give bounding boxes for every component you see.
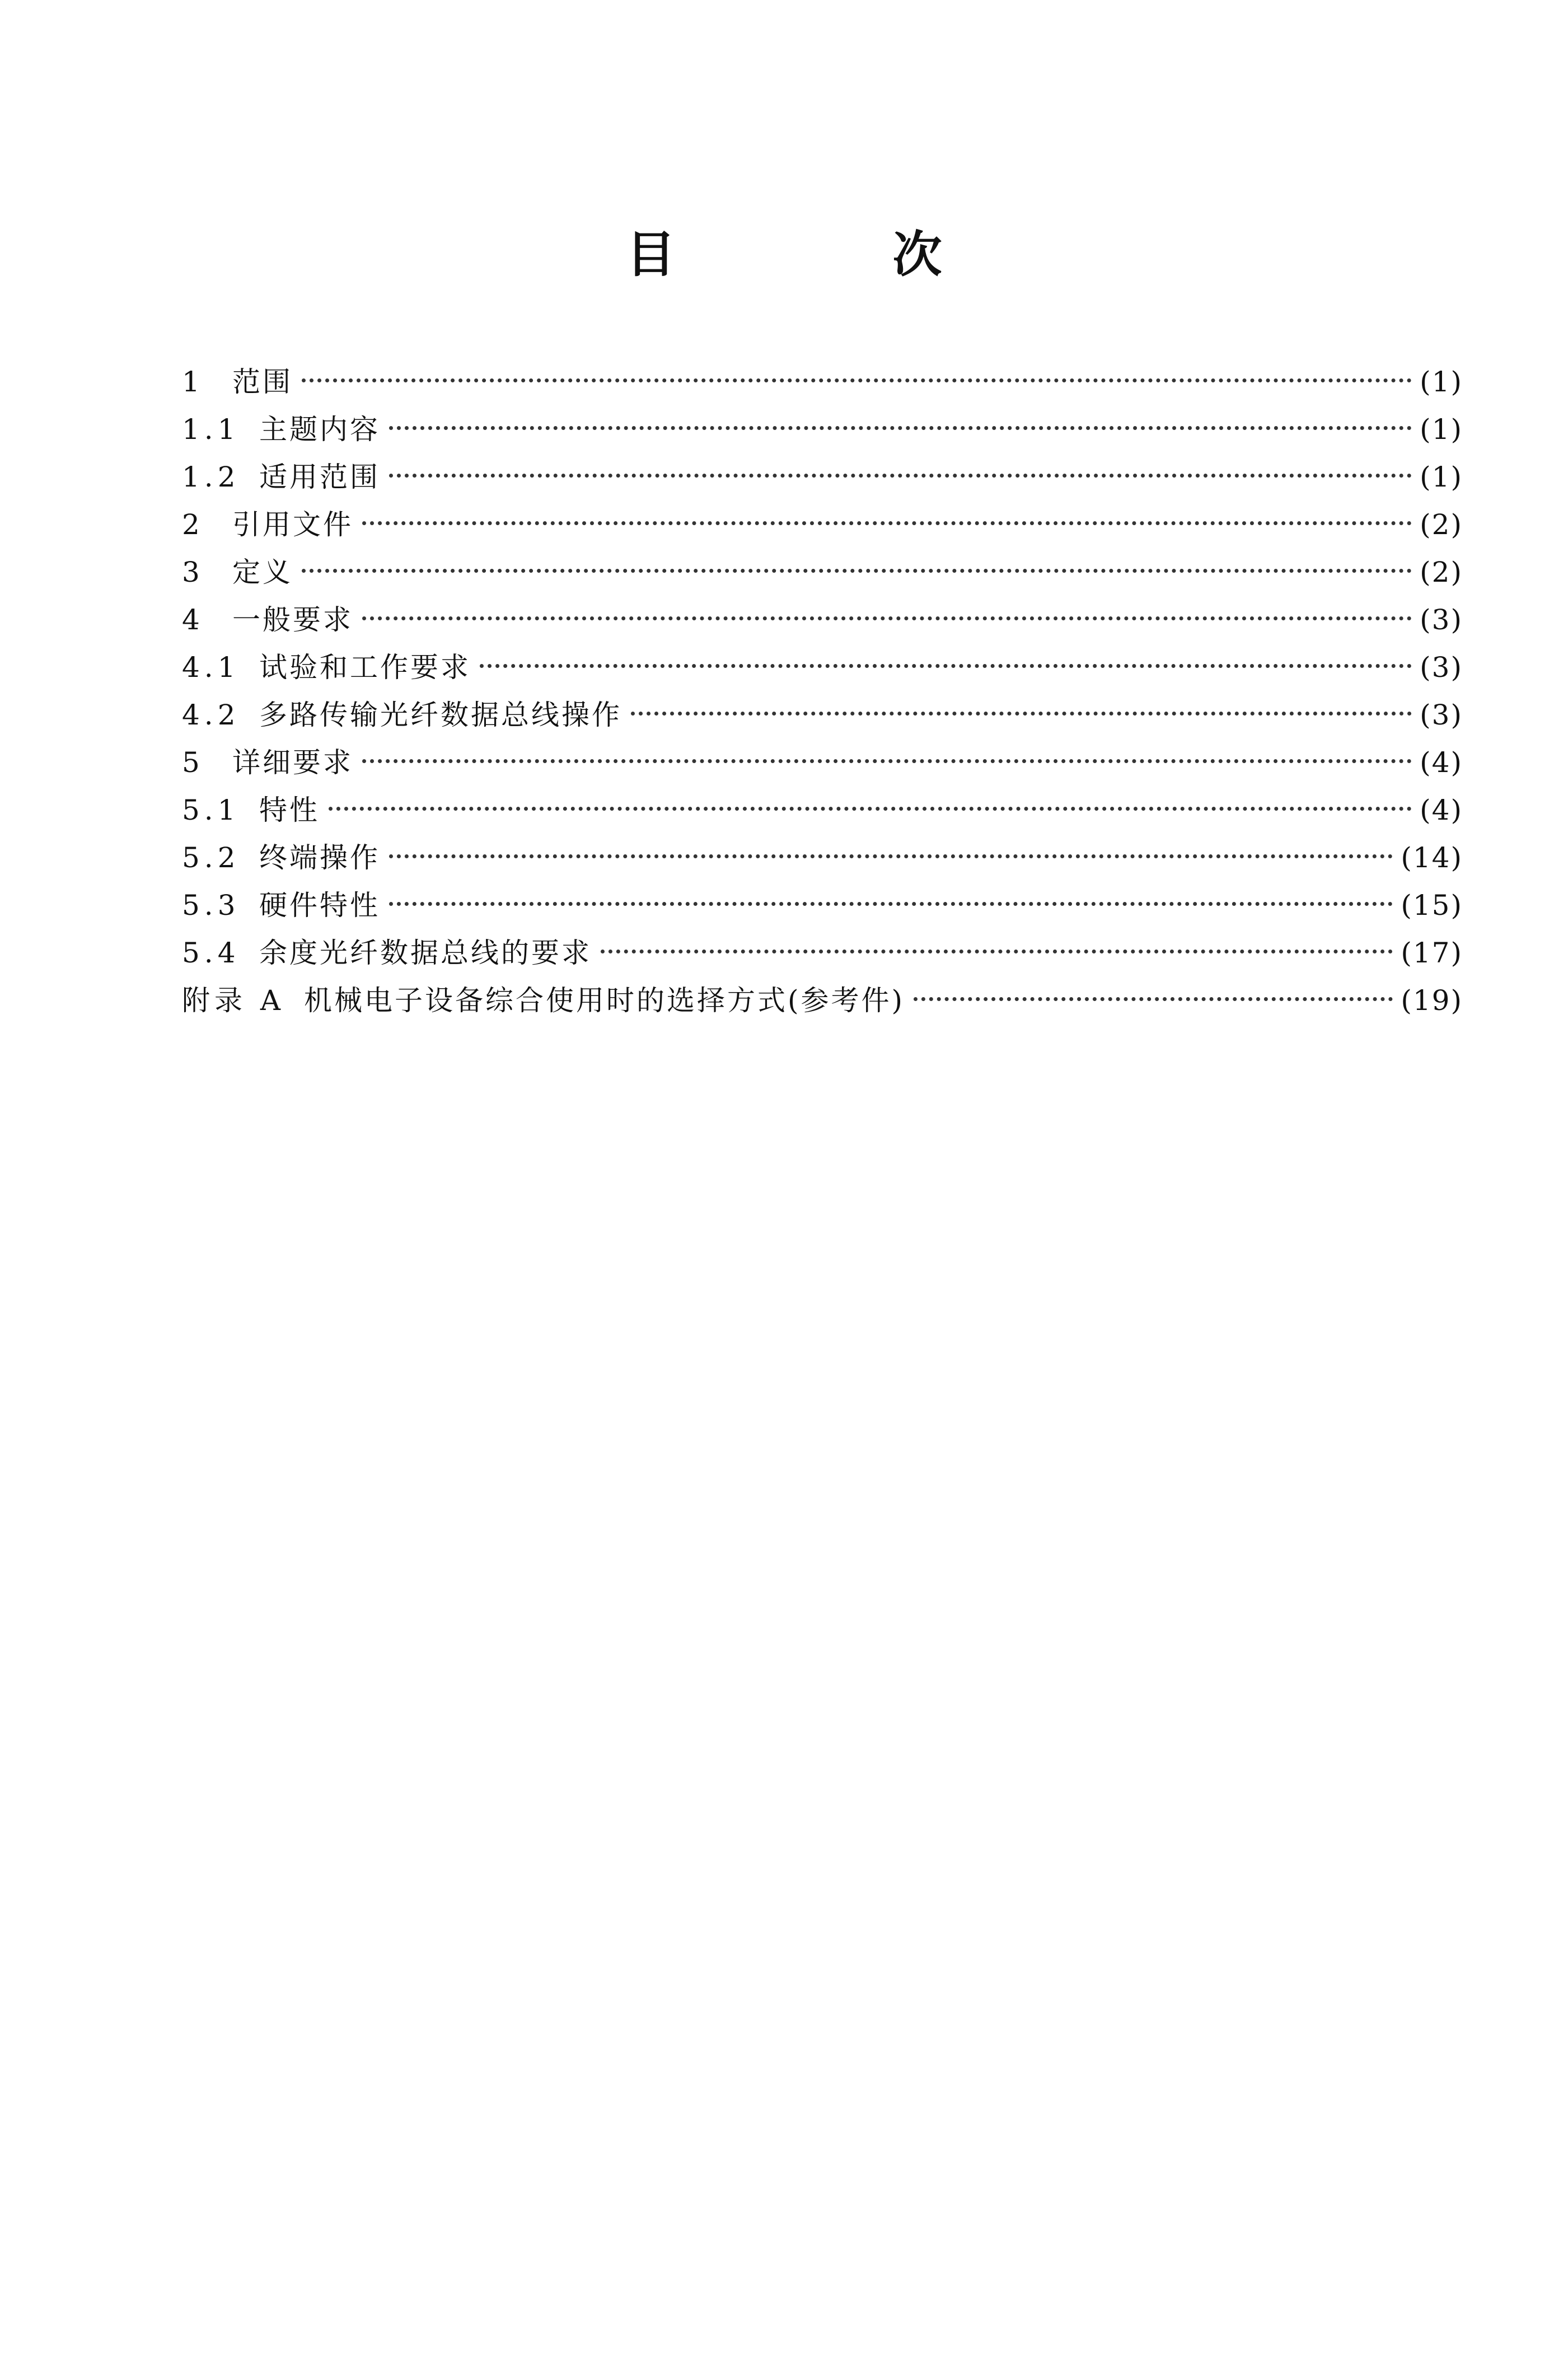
toc-entry-title: 定义 <box>232 556 293 588</box>
toc-entry[interactable] <box>182 501 1463 549</box>
toc-entry[interactable] <box>182 977 1463 1025</box>
toc-entry-number: 1.1 <box>182 413 240 446</box>
page-title: 目 次 <box>626 226 1026 283</box>
toc-entry-number: 3 <box>182 556 204 588</box>
toc-entry[interactable] <box>182 549 1463 596</box>
table-of-contents <box>182 358 1463 1025</box>
toc-entry-title: 硬件特性 <box>259 889 380 922</box>
toc-entry-title: 详细要求 <box>232 746 353 779</box>
toc-entry-page: (2) <box>1420 508 1463 541</box>
toc-entry[interactable] <box>182 929 1463 977</box>
toc-entry[interactable] <box>182 644 1463 691</box>
dot-leader <box>389 426 1412 430</box>
toc-entry[interactable] <box>182 787 1463 834</box>
toc-entry-page: (4) <box>1420 794 1463 826</box>
dot-leader <box>362 759 1412 763</box>
toc-entry-title: 主题内容 <box>259 413 380 446</box>
toc-entry-page: (19) <box>1401 984 1463 1017</box>
toc-entry-title: 终端操作 <box>259 841 380 874</box>
toc-entry-number: 2 <box>182 508 204 541</box>
dot-leader <box>480 664 1412 668</box>
toc-entry-page: (15) <box>1401 889 1463 922</box>
toc-entry[interactable] <box>182 691 1463 739</box>
dot-leader <box>329 807 1412 811</box>
toc-entry-page: (17) <box>1401 937 1463 969</box>
toc-entry-number: 1 <box>182 366 204 398</box>
dot-leader <box>302 569 1412 573</box>
toc-entry-page: (1) <box>1420 413 1463 446</box>
toc-entry-page: (3) <box>1420 651 1463 684</box>
dot-leader <box>601 950 1393 953</box>
dot-leader <box>302 378 1412 382</box>
toc-entry-number: 5 <box>182 746 204 779</box>
toc-entry-title: 特性 <box>259 794 320 826</box>
toc-entry-page: (4) <box>1420 746 1463 779</box>
toc-entry-page: (3) <box>1420 604 1463 636</box>
toc-entry-page: (2) <box>1420 556 1463 588</box>
toc-entry-number: 4.1 <box>182 651 240 684</box>
toc-entry-title: 机械电子设备综合使用时的选择方式(参考件) <box>304 984 905 1017</box>
toc-entry-title: 试验和工作要求 <box>259 651 471 684</box>
toc-entry[interactable] <box>182 358 1463 406</box>
toc-entry[interactable] <box>182 596 1463 644</box>
toc-entry-number: 4.2 <box>182 699 240 731</box>
toc-entry-page: (1) <box>1420 366 1463 398</box>
toc-entry[interactable] <box>182 882 1463 929</box>
dot-leader <box>389 854 1393 858</box>
toc-entry-number: 4 <box>182 604 204 636</box>
toc-entry-title: 余度光纤数据总线的要求 <box>259 937 592 969</box>
toc-entry-number: 5.1 <box>182 794 240 826</box>
toc-entry-title: 适用范围 <box>259 461 380 493</box>
toc-entry-page: (14) <box>1401 841 1463 874</box>
toc-entry-number: 5.2 <box>182 841 240 874</box>
toc-entry[interactable] <box>182 739 1463 787</box>
toc-entry-number: 附录 A <box>182 984 285 1017</box>
dot-leader <box>389 902 1393 906</box>
dot-leader <box>362 521 1412 525</box>
dot-leader <box>362 616 1412 620</box>
dot-leader <box>631 712 1412 716</box>
toc-entry[interactable] <box>182 834 1463 882</box>
toc-entry[interactable] <box>182 453 1463 501</box>
toc-entry-page: (3) <box>1420 699 1463 731</box>
toc-entry-title: 一般要求 <box>232 604 353 636</box>
dot-leader <box>914 997 1393 1001</box>
toc-entry-title: 范围 <box>232 366 293 398</box>
toc-entry-title: 多路传输光纤数据总线操作 <box>259 699 622 731</box>
toc-entry[interactable] <box>182 406 1463 453</box>
dot-leader <box>389 474 1412 478</box>
toc-entry-page: (1) <box>1420 461 1463 493</box>
toc-entry-number: 5.3 <box>182 889 240 922</box>
toc-entry-number: 5.4 <box>182 937 240 969</box>
toc-entry-title: 引用文件 <box>232 508 353 541</box>
toc-entry-number: 1.2 <box>182 461 240 493</box>
